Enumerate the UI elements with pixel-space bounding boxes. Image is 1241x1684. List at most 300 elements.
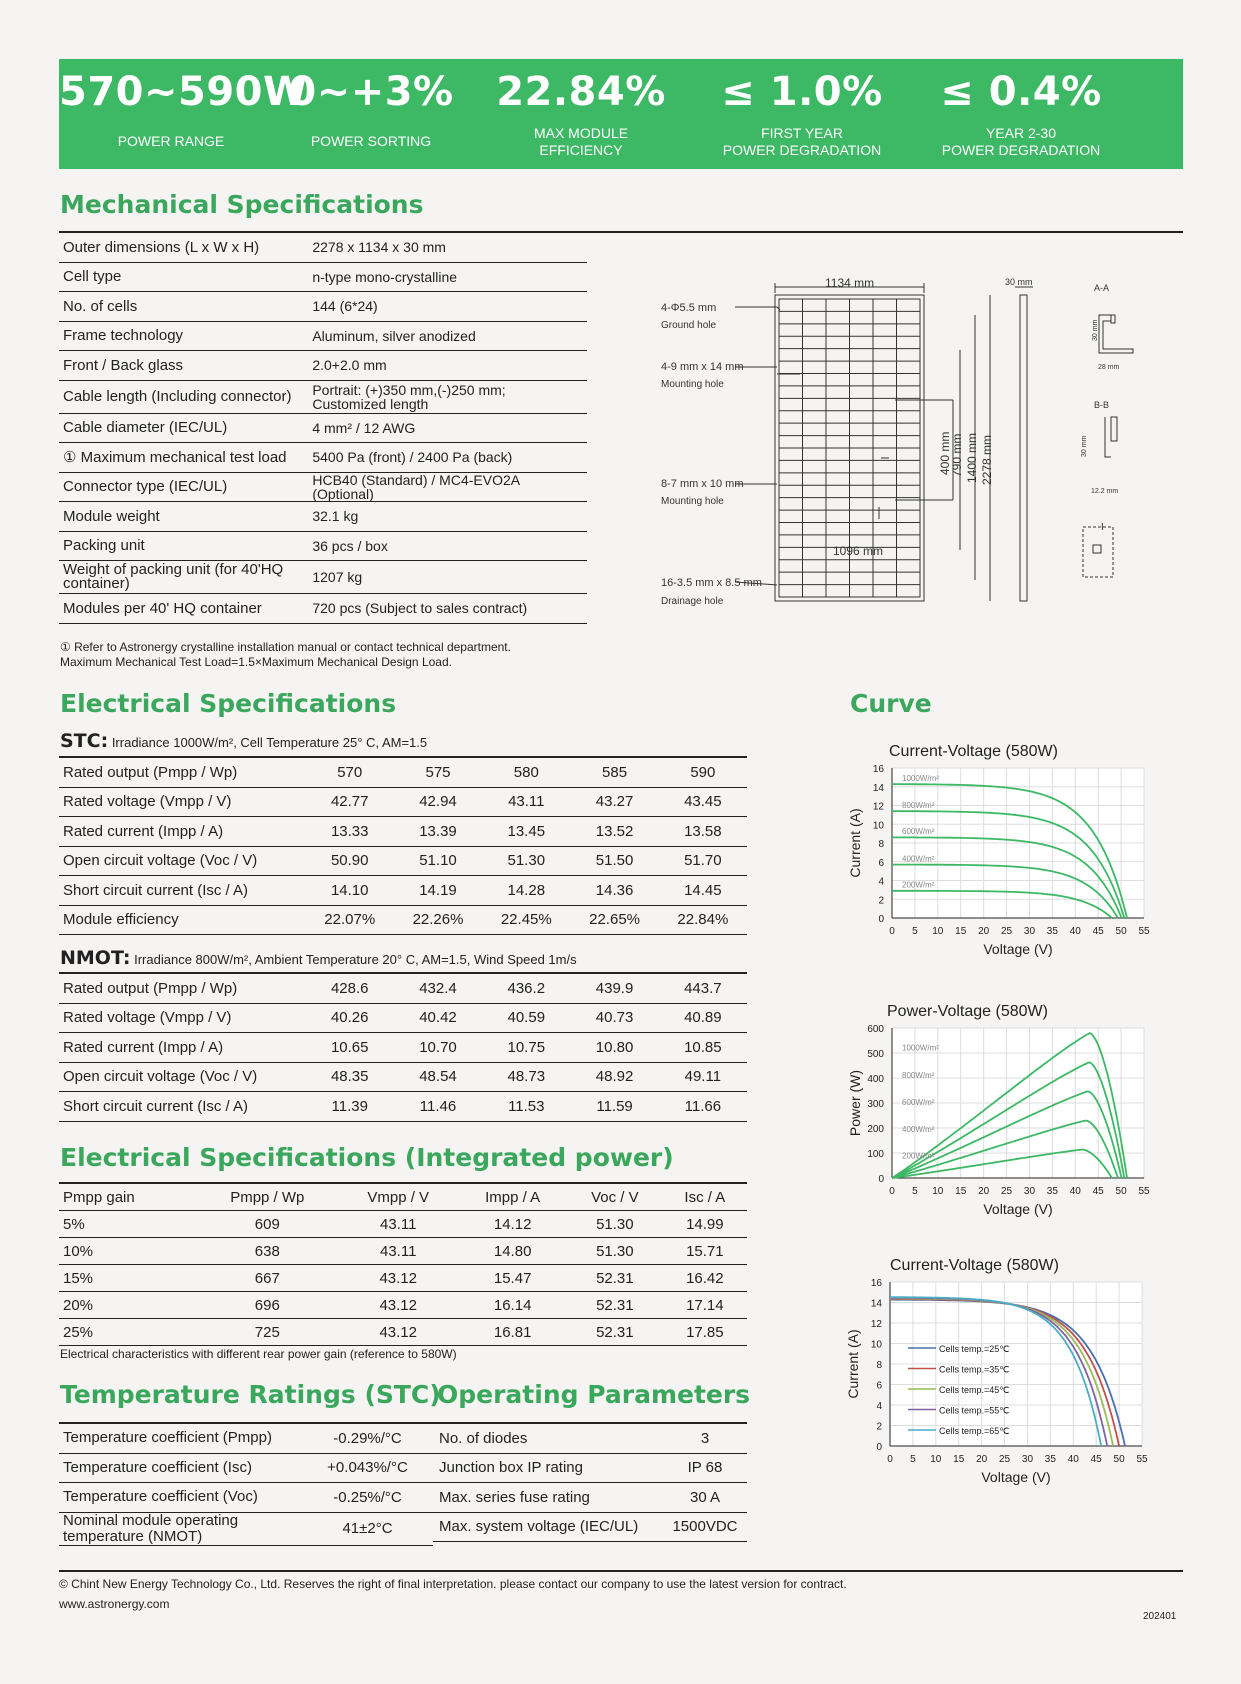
mechanical-note: ① Refer to Astronergy crystalline installation manual or contact technical department. Maximum Mechanical Test Load=1.5×Maximum Mechanical Design Load. [60,640,511,669]
nmot-row-value: 432.4 [394,974,482,1003]
y-tick-label: 4 [878,876,884,888]
series-label: 400W/m² [902,854,935,864]
kpi-year-2-30: ≤ 0.4% YEAR 2-30 POWER DEGRADATION [940,69,1102,158]
op-row-label: Max. series fuse rating [433,1483,663,1513]
y-tick-label: 14 [872,782,884,794]
nmot-row-value: 436.2 [482,974,570,1003]
nmot-row-value: 10.85 [659,1033,747,1063]
mech-value: 1207 kg [308,561,587,594]
mechanical-title: Mechanical Specifications [60,190,424,219]
nmot-row [59,1003,747,1033]
temp-row-label: Nominal module operating temperature (NMOT) [59,1512,302,1545]
mech-label: Cable diameter (IEC/UL) [59,413,308,443]
x-tick-label: 30 [1023,1186,1036,1197]
x-tick-label: 50 [1113,1454,1125,1465]
y-tick-label: 12 [872,801,884,813]
temp-row [59,1453,433,1483]
series-label: 200W/m² [902,880,935,890]
integrated-row-value: 667 [196,1265,338,1292]
nmot-row-value: 439.9 [570,974,658,1003]
integrated-row-value: 51.30 [567,1211,663,1238]
integrated-row-value: 16.81 [458,1319,567,1346]
integrated-row-value: 638 [196,1238,338,1265]
dim-1400: 1400 mm [965,432,979,483]
temp-row-label: Temperature coefficient (Isc) [59,1453,302,1483]
y-axis-label: Power (W) [847,1069,863,1137]
y-tick-label: 0 [878,1174,884,1185]
nmot-row-value: 48.54 [394,1062,482,1092]
nmot-row-value: 10.70 [394,1033,482,1063]
mech-label: Front / Back glass [59,351,308,381]
temperature-title: Temperature Ratings (STC) [60,1380,441,1409]
stc-row-value: 590 [659,758,747,787]
nmot-row-label: Rated voltage (Vmpp / V) [59,1003,306,1033]
x-tick-label: 40 [1069,926,1081,937]
nmot-row-value: 48.73 [482,1062,570,1092]
integrated-header: Pmpp gain [59,1184,196,1211]
op-row-label: No. of diodes [433,1424,663,1453]
integrated-row-value: 14.99 [663,1211,747,1238]
stc-row-label: Module efficiency [59,905,306,935]
x-tick-label: 15 [955,1186,967,1197]
operating-table [433,1424,747,1542]
op-row-value: 1500VDC [663,1512,747,1542]
integrated-note: Electrical characteristics with different rear power gain (reference to 580W) [60,1347,457,1361]
temp-row [59,1483,433,1513]
nmot-row-label: Open circuit voltage (Voc / V) [59,1062,306,1092]
nmot-row-value: 48.35 [306,1062,394,1092]
y-tick-label: 4 [876,1401,882,1412]
legend-label: Cells temp.=25℃ [939,1344,1010,1354]
stc-row-value: 14.19 [394,876,482,906]
x-tick-label: 20 [976,1454,988,1465]
nmot-row-value: 10.65 [306,1033,394,1063]
x-tick-label: 35 [1046,926,1058,937]
legend-label: Cells temp.=65℃ [939,1426,1010,1436]
y-tick-label: 100 [867,1149,884,1160]
stc-row-value: 43.45 [659,787,747,817]
mech-label: Weight of packing unit (for 40'HQ container) [59,561,308,594]
stc-row-value: 570 [306,758,394,787]
mech-row [59,380,587,413]
stc-row [59,876,747,906]
stc-row-value: 51.70 [659,846,747,876]
nmot-row-value: 10.80 [570,1033,658,1063]
integrated-row-value: 15.47 [458,1265,567,1292]
mechanical-table [59,233,587,624]
y-axis-label: Current (A) [845,1329,861,1399]
temp-row-value: -0.29%/°C [302,1424,433,1453]
legend-label: Cells temp.=55℃ [939,1405,1010,1416]
mech-label: Cell type [59,262,308,292]
mech-label: Packing unit [59,531,308,561]
ground-hole-label: Ground hole [661,320,717,331]
x-tick-label: 15 [955,926,967,937]
stc-row-label: Rated voltage (Vmpp / V) [59,787,306,817]
stc-row [59,905,747,935]
dim-790: 790 mm [950,433,964,477]
divider [59,1570,1183,1572]
op-row [433,1424,747,1453]
mech-value: 144 (6*24) [308,292,587,322]
integrated-row-value: 725 [196,1319,338,1346]
integrated-row-value: 609 [196,1211,338,1238]
x-tick-label: 35 [1044,1454,1056,1465]
section-b-label: B-B [1094,400,1110,410]
x-tick-label: 0 [889,1186,895,1197]
stc-row [59,817,747,847]
stc-row-value: 13.58 [659,817,747,847]
temp-row-label: Temperature coefficient (Voc) [59,1483,302,1513]
integrated-row-value: 52.31 [567,1319,663,1346]
y-tick-label: 16 [870,1278,882,1289]
y-tick-label: 200 [867,1124,884,1135]
integrated-row-value: 696 [196,1292,338,1319]
nmot-row-value: 428.6 [306,974,394,1003]
integrated-header: Pmpp / Wp [196,1184,338,1211]
drain-hole-label: Drainage hole [661,596,724,607]
op-row [433,1453,747,1483]
op-row [433,1512,747,1542]
y-tick-label: 0 [878,914,884,925]
x-tick-label: 45 [1092,1186,1104,1197]
nmot-row-value: 11.39 [306,1092,394,1122]
integrated-row-value: 43.12 [338,1319,458,1346]
stc-row-value: 22.84% [659,905,747,935]
mech-row [59,502,587,532]
x-tick-label: 30 [1021,1454,1034,1465]
mech-label: Connector type (IEC/UL) [59,472,308,502]
stc-row-value: 13.39 [394,817,482,847]
integrated-row-value: 51.30 [567,1238,663,1265]
nmot-row-value: 40.73 [570,1003,658,1033]
x-tick-label: 30 [1023,926,1036,937]
stc-row-value: 51.10 [394,846,482,876]
y-tick-label: 2 [878,895,884,907]
stc-row-value: 22.07% [306,905,394,935]
stc-row-label: Short circuit current (Isc / A) [59,876,306,906]
mech-label: ① Maximum mechanical test load [59,443,308,473]
mount-hole-dim-1: 4-9 mm x 14 mm [661,361,744,373]
y-tick-label: 2 [876,1421,882,1433]
nmot-row-value: 11.66 [659,1092,747,1122]
kpi-first-year: ≤ 1.0% FIRST YEAR POWER DEGRADATION [721,69,883,158]
mech-value: 4 mm² / 12 AWG [308,413,587,443]
stc-row-value: 575 [394,758,482,787]
x-tick-label: 20 [978,1186,990,1197]
x-tick-label: 20 [978,926,990,937]
x-axis-label: Voltage (V) [981,1469,1051,1485]
integrated-row-value: 43.11 [338,1238,458,1265]
mech-value: 36 pcs / box [308,531,587,561]
mount-hole-label-2: Mounting hole [661,496,724,507]
integrated-row [59,1211,747,1238]
y-tick-label: 6 [876,1380,882,1392]
nmot-row-value: 11.59 [570,1092,658,1122]
mech-row [59,531,587,561]
stc-row-value: 42.77 [306,787,394,817]
y-tick-label: 300 [867,1099,884,1110]
series-label: 800W/m² [902,800,935,810]
x-tick-label: 15 [953,1454,965,1465]
integrated-row-label: 20% [59,1292,196,1319]
nmot-row [59,1062,747,1092]
a-height: 30 mm [1092,319,1099,341]
integrated-row-value: 16.14 [458,1292,567,1319]
op-row-value: 3 [663,1424,747,1453]
integrated-row-value: 15.71 [663,1238,747,1265]
stc-row-value: 13.33 [306,817,394,847]
mech-value: n-type mono-crystalline [308,262,587,292]
integrated-row-value: 16.42 [663,1265,747,1292]
kpi-banner [59,59,1183,169]
stc-row [59,846,747,876]
integrated-row-value: 52.31 [567,1292,663,1319]
nmot-row-value: 40.59 [482,1003,570,1033]
nmot-row-value: 48.92 [570,1062,658,1092]
ground-hole-dim: 4-Φ5.5 mm [661,302,717,314]
mech-label: Frame technology [59,321,308,351]
x-tick-label: 50 [1115,1186,1127,1197]
temp-row [59,1512,433,1545]
drain-hole-dim: 16-3.5 mm x 8.5 mm [661,577,762,589]
stc-row-value: 14.45 [659,876,747,906]
doc-code: 202401 [1143,1611,1177,1622]
nmot-row-value: 10.75 [482,1033,570,1063]
x-tick-label: 25 [1000,1186,1013,1197]
op-row-value: IP 68 [663,1453,747,1483]
x-tick-label: 35 [1046,1186,1058,1197]
y-tick-label: 10 [872,820,884,832]
stc-heading: STC: Irradiance 1000W/m², Cell Temperature 25° C, AM=1.5 [60,730,428,752]
y-tick-label: 400 [867,1074,884,1085]
nmot-row-value: 40.26 [306,1003,394,1033]
mech-label: No. of cells [59,292,308,322]
stc-row-value: 13.52 [570,817,658,847]
footer [59,1574,847,1614]
chart-iv-irradiance [840,730,1180,965]
op-row-value: 30 A [663,1483,747,1513]
stc-row-value: 50.90 [306,846,394,876]
integrated-row-value: 14.12 [458,1211,567,1238]
x-tick-label: 25 [998,1454,1011,1465]
series-label: 600W/m² [902,1098,935,1107]
stc-row-value: 22.26% [394,905,482,935]
x-tick-label: 10 [930,1454,942,1465]
integrated-row [59,1265,747,1292]
integrated-row-label: 5% [59,1211,196,1238]
mech-row [59,233,587,262]
stc-row-value: 14.28 [482,876,570,906]
x-tick-label: 40 [1067,1454,1079,1465]
series-label: 800W/m² [902,1071,935,1080]
stc-row-value: 13.45 [482,817,570,847]
x-tick-label: 10 [932,926,944,937]
x-axis-label: Voltage (V) [983,1201,1053,1217]
kpi-efficiency: 22.84% MAX MODULE EFFICIENCY [496,69,666,158]
nmot-row-value: 49.11 [659,1062,747,1092]
mech-row [59,413,587,443]
y-tick-label: 16 [872,764,884,775]
nmot-row-label: Short circuit current (Isc / A) [59,1092,306,1122]
nmot-row [59,1092,747,1122]
chart-title: Power-Voltage (580W) [887,1003,1048,1020]
detail-label: I [1101,522,1104,533]
integrated-row [59,1292,747,1319]
nmot-table [59,974,747,1122]
mech-value: 32.1 kg [308,502,587,532]
electrical-title: Electrical Specifications [60,689,397,718]
series-label: 1000W/m² [902,773,939,783]
stc-row-label: Rated current (Impp / A) [59,817,306,847]
nmot-heading: NMOT: Irradiance 800W/m², Ambient Temperature 20° C, AM=1.5, Wind Speed 1m/s [60,947,577,969]
x-tick-label: 5 [910,1454,916,1465]
mech-value: 2278 x 1134 x 30 mm [308,233,587,262]
mech-row [59,262,587,292]
y-axis-label: Current (A) [847,808,863,878]
website-link[interactable]: www.astronergy.com [59,1597,170,1611]
dim-2278: 2278 mm [980,434,994,485]
nmot-row [59,1033,747,1063]
stc-row-value: 14.10 [306,876,394,906]
dim-400: 400 mm [938,431,952,475]
stc-row-value: 51.30 [482,846,570,876]
integrated-row-value: 43.12 [338,1265,458,1292]
x-tick-label: 5 [912,926,918,937]
temp-row-label: Temperature coefficient (Pmpp) [59,1424,302,1453]
integrated-row-value: 52.31 [567,1265,663,1292]
curve-title: Curve [850,689,932,718]
nmot-row-value: 11.46 [394,1092,482,1122]
temp-row [59,1424,433,1453]
legend-label: Cells temp.=45℃ [939,1385,1010,1395]
y-tick-label: 0 [876,1442,882,1453]
mech-label: Outer dimensions (L x W x H) [59,233,308,262]
a-width: 28 mm [1098,364,1120,371]
x-tick-label: 55 [1138,926,1150,937]
stc-row-value: 43.27 [570,787,658,817]
mech-value: 2.0+2.0 mm [308,351,587,381]
x-axis-label: Voltage (V) [983,941,1053,957]
x-tick-label: 5 [912,1186,918,1197]
stc-row-value: 42.94 [394,787,482,817]
integrated-title: Electrical Specifications (Integrated power) [60,1143,674,1172]
stc-row-value: 14.36 [570,876,658,906]
x-tick-label: 55 [1136,1454,1148,1465]
stc-row [59,758,747,787]
x-tick-label: 45 [1090,1454,1102,1465]
integrated-row [59,1319,747,1346]
nmot-row-value: 40.89 [659,1003,747,1033]
legend-label: Cells temp.=35℃ [939,1364,1010,1375]
temp-row-value: 41±2°C [302,1512,433,1545]
y-tick-label: 8 [876,1360,882,1371]
mech-row [59,561,587,594]
stc-row-value: 22.45% [482,905,570,935]
dim-width: 1134 mm [825,276,875,290]
integrated-header: Vmpp / V [338,1184,458,1211]
kpi-power-range: 570~590W POWER RANGE [59,69,308,149]
chart-title: Current-Voltage (580W) [890,1257,1059,1274]
x-tick-label: 40 [1069,1186,1081,1197]
y-tick-label: 8 [878,839,884,850]
series-label: 1000W/m² [902,1043,939,1053]
chart-title: Current-Voltage (580W) [889,743,1058,760]
integrated-header: Isc / A [663,1184,747,1211]
kpi-power-sorting: 0~+3% POWER SORTING [288,69,454,149]
copyright-text: © Chint New Energy Technology Co., Ltd. Reserves the right of final interpretation. please contact our company to use the latest version for contract. [59,1577,847,1591]
integrated-header: Voc / V [567,1184,663,1211]
mech-label: Module weight [59,502,308,532]
stc-row-label: Rated output (Pmpp / Wp) [59,758,306,787]
integrated-row-value: 14.80 [458,1238,567,1265]
chart-pv-irradiance [840,987,1180,1227]
nmot-row-label: Rated current (Impp / A) [59,1033,306,1063]
section-a-label: A-A [1094,283,1110,293]
y-tick-label: 12 [870,1319,882,1330]
integrated-row-value: 17.14 [663,1292,747,1319]
mech-label: Cable length (Including connector) [59,380,308,413]
dim-depth: 30 mm [1005,277,1033,287]
y-tick-label: 600 [867,1024,884,1035]
temp-row-value: +0.043%/°C [302,1453,433,1483]
op-row [433,1483,747,1513]
mech-value: 5400 Pa (front) / 2400 Pa (back) [308,443,587,473]
integrated-header: Impp / A [458,1184,567,1211]
mech-value: Aluminum, silver anodized [308,321,587,351]
integrated-row-label: 10% [59,1238,196,1265]
nmot-row-value: 443.7 [659,974,747,1003]
stc-row-label: Open circuit voltage (Voc / V) [59,846,306,876]
mech-row [59,351,587,381]
x-tick-label: 0 [887,1454,893,1465]
series-label: 200W/m² [902,1151,935,1161]
mech-value: 720 pcs (Subject to sales contract) [308,594,587,624]
y-tick-label: 500 [867,1049,884,1060]
y-tick-label: 10 [870,1339,882,1351]
mech-value: HCB40 (Standard) / MC4-EVO2A (Optional) [308,472,587,502]
operating-title: Operating Parameters [437,1380,751,1409]
b-height: 30 mm [1081,435,1088,457]
mech-row [59,472,587,502]
mech-label: Modules per 40' HQ container [59,594,308,624]
y-tick-label: 6 [878,857,884,869]
stc-row [59,787,747,817]
integrated-table [59,1184,747,1346]
x-tick-label: 50 [1115,926,1127,937]
mech-row [59,321,587,351]
stc-row-value: 43.11 [482,787,570,817]
op-row-label: Max. system voltage (IEC/UL) [433,1512,663,1542]
mount-hole-dim-2: 8-7 mm x 10 mm [661,478,744,490]
integrated-row-value: 17.85 [663,1319,747,1346]
x-tick-label: 0 [889,926,895,937]
series-label: 600W/m² [902,827,935,837]
integrated-row-label: 15% [59,1265,196,1292]
integrated-row-value: 43.11 [338,1211,458,1238]
x-tick-label: 55 [1138,1186,1150,1197]
series-label: 400W/m² [902,1124,935,1134]
stc-row-value: 580 [482,758,570,787]
nmot-row-value: 40.42 [394,1003,482,1033]
dim-1096: 1096 mm [833,544,884,558]
integrated-row-label: 25% [59,1319,196,1346]
chart-iv-temperature [840,1250,1180,1495]
y-tick-label: 14 [870,1298,882,1310]
nmot-row-label: Rated output (Pmpp / Wp) [59,974,306,1003]
temp-row-value: -0.25%/°C [302,1483,433,1513]
mech-row [59,443,587,473]
